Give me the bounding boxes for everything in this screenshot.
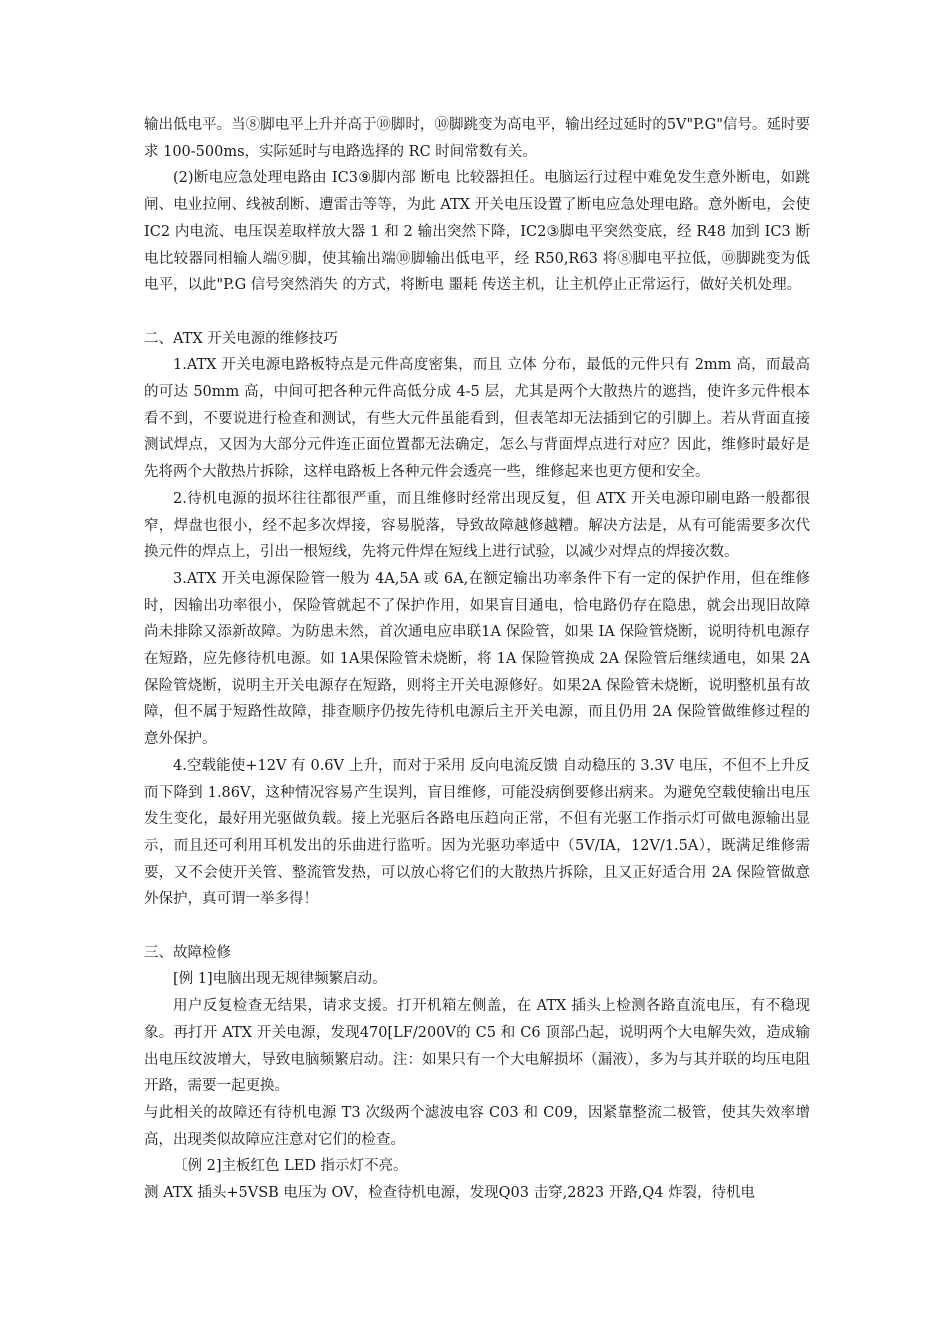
document-body bbox=[144, 112, 810, 1207]
section-spacer bbox=[144, 299, 810, 326]
paragraph-example-1-title: [例 1]电脑出现无规律频繁启动。 bbox=[173, 971, 387, 988]
paragraph-related-fault: 与此相关的故障还有待机电源 T3 次级两个滤波电容 C03 和 C09，因紧靠整流二极管，使其失效率增高，出现类似故障应注意对它们的检查。 bbox=[144, 1104, 810, 1148]
paragraph-example-1-body: 用户反复检查无结果，请求支援。打开机箱左侧盖，在 ATX 插头上检测各路直流电压，有不稳现象。再打开 ATX 开关电源，发现470[LF/200V的 C5 和 C6 顶部凸起，说明两个大电解失效，造成输出电压纹波增大，导致电脑频繁启动。注：如果只有一个大电解损坏（漏液），多为与其并联的均压电阻开路，需要一起更换。 bbox=[144, 998, 810, 1095]
section-heading-fault-repair: 三、故障检修 bbox=[144, 944, 231, 961]
paragraph-pg-signal: 输出低电平。当⑧脚电平上升并高于⑩脚时，⑩脚跳变为高电平，输出经过延时的5V"P.G"信号。延时要求 100-500ms，实际延时与电路选择的 RC 时间常数有关。 bbox=[144, 117, 810, 160]
section-spacer bbox=[144, 913, 810, 940]
section-heading-repair-tips: 二、ATX 开关电源的维修技巧 bbox=[144, 330, 338, 347]
paragraph-power-loss-circuit: (2)断电应急处理电路由 IC3⑨脚内部 断电 比较器担任。电脑运行过程中难免发生意外断电，如跳闸、电业拉闸、线被刮断、遭雷击等等，为此 ATX 开关电压设置了断电应急处理电路。意外断电，会使 IC2 内电流、电压误差取样放大器 1 和 2 输出突然下降，IC2③脚电平突然变底，经 R48 加到 IC3 断电比较器同相输人端⑨脚，使其输出端⑩脚输出低电平，经 R50,R63 将⑧脚电平拉低，⑩脚跳变为低电平，以此"P.G 信号突然消失 的方式，将断电 噩耗 传送主机，让主机停止正常运行，做好关机处理。 bbox=[144, 170, 810, 294]
paragraph-tip-1: 1.ATX 开关电源电路板特点是元件高度密集，而且 立体 分布，最低的元件只有 2mm 高，而最高的可达 50mm 高，中间可把各种元件高低分成 4-5 层，尤其是两个大散热片的遮挡，使许多元件根本看不到，不要说进行检查和测试，有些大元件虽能看到，但表笔却无法插到它的引脚上。若从背面直接测试焊点，又因为大部分元件连正面位置都无法确定，怎么与背面焊点进行对应？因此，维修时最好是先将两个大散热片拆除，这样电路板上各种元件会透亮一些，维修起来也更方便和安全。 bbox=[144, 357, 810, 481]
paragraph-tip-4: 4.空载能使+12V 有 0.6V 上升，而对于采用 反向电流反馈 自动稳压的 3.3V 电压，不但不上升反而下降到 1.86V，这种情况容易产生误判，盲目维修，可能没病倒要修出病来。为避免空载使输出电压发生变化，最好用光驱做负载。接上光驱后各路电压趋向正常，不但有光驱工作指示灯可做电源输出显示，而且还可利用耳机发出的乐曲进行监听。因为光驱功率适中（5V/IA，12V/1.5A），既满足维修需要，又不会使开关管、整流管发热，可以放心将它们的大散热片拆除，且又正好适合用 2A 保险管做意外保护，真可谓一举多得！ bbox=[144, 757, 810, 908]
paragraph-example-2-body: 测 ATX 插头+5VSB 电压为 OV，检查待机电源，发现Q03 击穿,2823 开路,Q4 炸裂，待机电 bbox=[144, 1185, 756, 1202]
paragraph-tip-3: 3.ATX 开关电源保险管一般为 4A,5A 或 6A,在额定输出功率条件下有一定的保护作用，但在维修时，因输出功率很小，保险管就起不了保护作用，如果盲目通电，恰电路仍存在隐患，就会出现旧故障尚未排除又添新故障。为防患未然，首次通电应串联1A 保险管，如果 IA 保险管烧断，说明待机电源存在短路，应先修待机电源。如 1A果保险管未烧断，将 1A 保险管换成 2A 保险管后继续通电，如果 2A 保险管烧断，说明主开关电源存在短路，则将主开关电源修好。如果2A 保险管未烧断，说明整机虽有故障，但不属于短路性故障，排查顺序仍按先待机电源后主开关电源，而且仍用 2A 保险管做维修过程的意外保护。 bbox=[144, 570, 810, 748]
paragraph-example-2-title: 〔例 2]主板红色 LED 指示灯不亮。 bbox=[173, 1158, 408, 1175]
paragraph-tip-2: 2.待机电源的损坏往往都很严重，而且维修时经常出现反复，但 ATX 开关电源印刷电路一般都很窄，焊盘也很小，经不起多次焊接，容易脱落，导致故障越修越糟。解决方法是，从有可能需要多次代换元件的焊点上，引出一根短线，先将元件焊在短线上进行试验，以减少对焊点的焊接次数。 bbox=[144, 490, 810, 561]
